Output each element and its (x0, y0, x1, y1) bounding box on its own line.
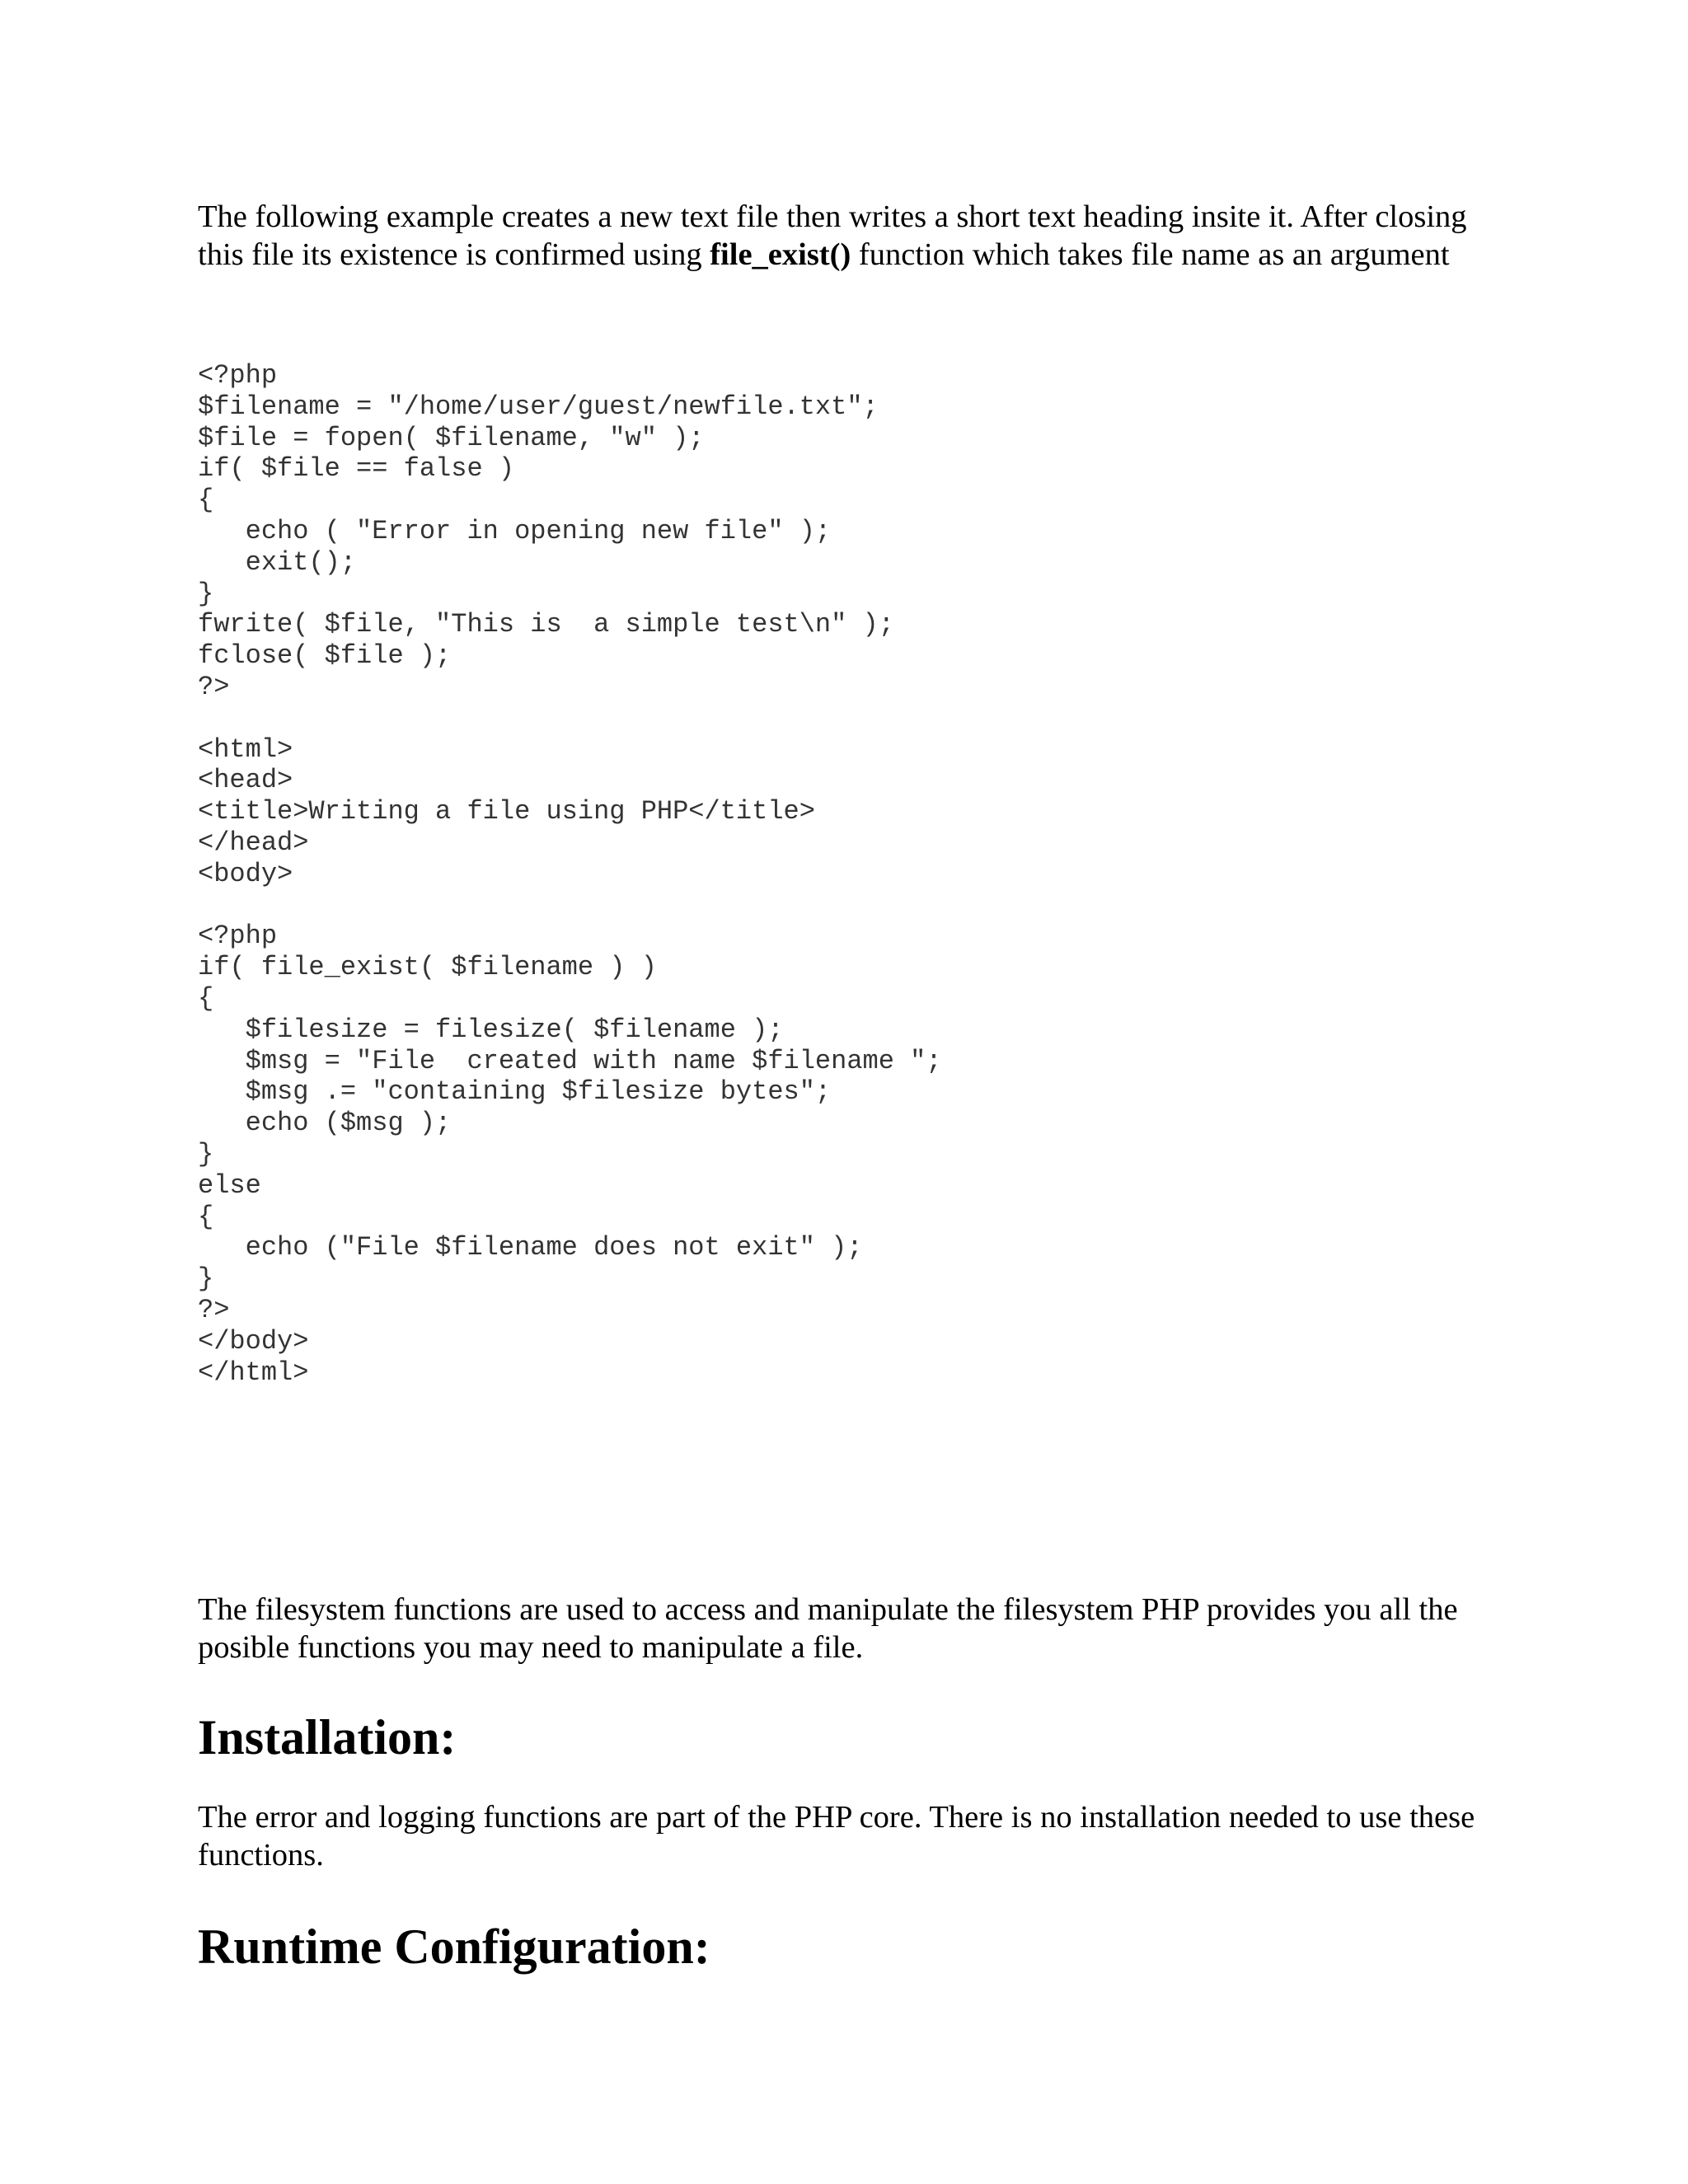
code-line: </head> (198, 827, 309, 858)
code-line: $file = fopen( $filename, "w" ); (198, 422, 705, 453)
intro-function-name: file_exist() (710, 237, 851, 272)
code-block (198, 360, 942, 1388)
code-line: fclose( $file ); (198, 640, 452, 672)
code-line: ?> (198, 671, 230, 702)
code-line: </body> (198, 1325, 309, 1357)
code-line: <head> (198, 765, 293, 796)
code-line (198, 703, 942, 734)
code-line: { (198, 485, 214, 516)
code-line: $filesize = filesize( $filename ); (198, 1014, 784, 1045)
code-line: $filename = "/home/user/guest/newfile.txt"; (198, 391, 879, 422)
code-line: echo ($msg ); (198, 1108, 452, 1139)
installation-heading: Installation: (198, 1710, 457, 1765)
code-line: <?php (198, 360, 278, 391)
code-line: <title>Writing a file using PHP</title> (198, 796, 815, 827)
filesystem-paragraph: The filesystem functions are used to access and manipulate the filesystem PHP provides you all the posible functions you may need to manipulate a file. (198, 1592, 1458, 1665)
code-line: } (198, 578, 214, 609)
code-line: <body> (198, 858, 293, 889)
intro-paragraph (198, 198, 1500, 274)
code-line: } (198, 1263, 214, 1295)
code-line: exit(); (198, 546, 357, 578)
code-line: { (198, 1201, 214, 1232)
runtime-configuration-heading: Runtime Configuration: (198, 1919, 710, 1974)
code-line: <html> (198, 733, 293, 765)
code-line: $msg = "File created with name $filename "; (198, 1045, 942, 1076)
code-line: else (198, 1169, 261, 1201)
intro-text-before: The following example creates a new text file then writes a short text heading insite it. After closing this file its existence is confirmed using (198, 199, 1467, 272)
code-line (198, 890, 942, 921)
code-line: </html> (198, 1357, 309, 1388)
code-line: $msg .= "containing $filesize bytes"; (198, 1076, 832, 1108)
code-line: if( file_exist( $filename ) ) (198, 952, 657, 983)
code-line: } (198, 1138, 214, 1169)
code-line: echo ("File $filename does not exit" ); (198, 1232, 863, 1263)
code-line: { (198, 982, 214, 1014)
code-line: ?> (198, 1294, 230, 1325)
code-line: fwrite( $file, "This is a simple test\n" ); (198, 609, 894, 640)
code-line: if( $file == false ) (198, 453, 515, 485)
installation-paragraph: The error and logging functions are part of the PHP core. There is no installation needed to use these functions. (198, 1800, 1475, 1872)
intro-text-after: function which takes file name as an argument (851, 237, 1450, 272)
code-line: echo ( "Error in opening new file" ); (198, 515, 832, 546)
code-line: <?php (198, 921, 278, 952)
